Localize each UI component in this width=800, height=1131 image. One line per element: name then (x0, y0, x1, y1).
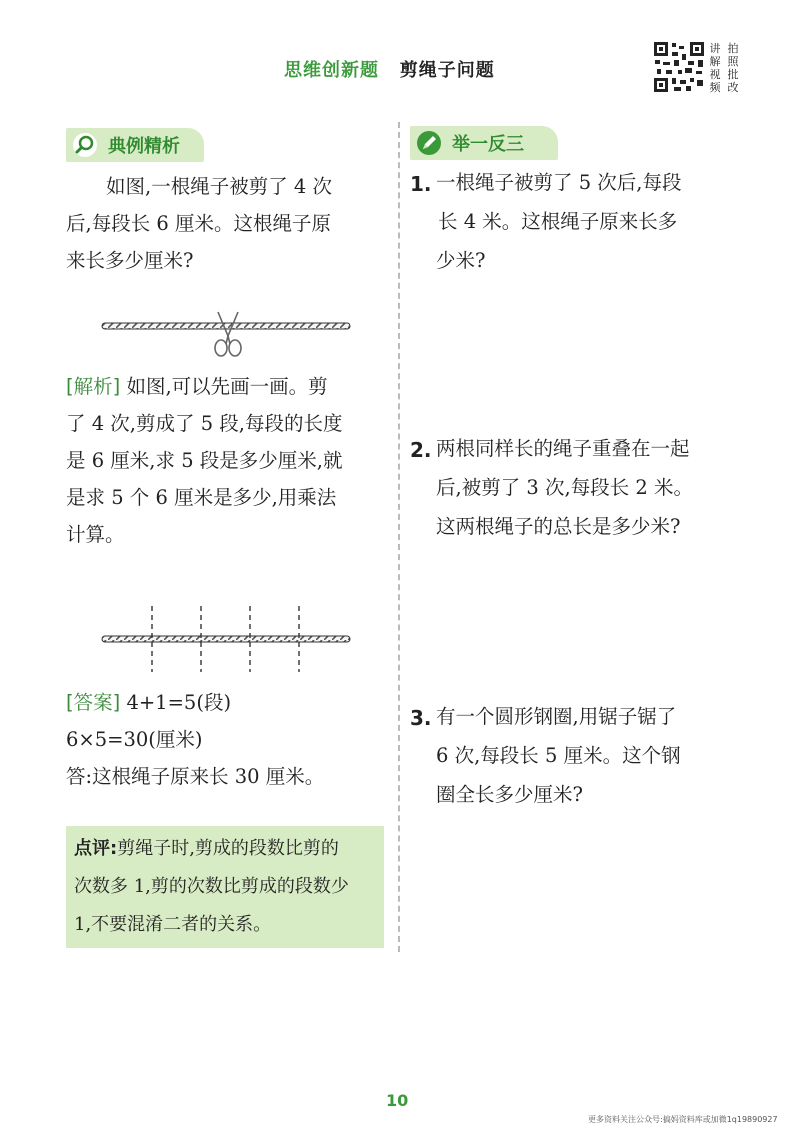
series-title: 思维创新题 (284, 60, 379, 81)
qr-code-icon[interactable] (652, 40, 706, 94)
question-text: 一根绳子被剪了 5 次后,每段 长 4 米。这根绳子原来长多 少米? (436, 171, 682, 272)
comment-label: 点评: (74, 838, 118, 859)
rope (102, 323, 350, 329)
analysis-label: [解析] (66, 375, 121, 398)
analysis-block: [解析] 如图,可以先画一画。剪 了 4 次,剪成了 5 段,每段的长度 是 6 厘米,求 5 段是多少厘米,就 是求 5 个 6 厘米是多少,用乘法 计算。 (66, 375, 343, 546)
question-text: 两根同样长的绳子重叠在一起 后,被剪了 3 次,每段长 2 米。 这两根绳子的总长是多少米? (436, 437, 694, 538)
example-tab-title: 典例精析 (108, 136, 180, 157)
question-number: 1. (410, 172, 432, 196)
pencil-icon (414, 128, 444, 158)
example-problem: 如图,一根绳子被剪了 4 次 后,每段长 6 厘米。这根绳子原 来长多少厘米? (66, 175, 333, 272)
comment-box: 点评:剪绳子时,剪成的段数比剪的 次数多 1,剪的次数比剪成的段数少 1,不要混淆二者的关系。 (66, 826, 384, 948)
question-number: 2. (410, 438, 432, 462)
question-number: 3. (410, 706, 432, 730)
page-number: 10 (386, 1091, 409, 1110)
answer-block: [答案] 4+1=5(段) 6×5=30(厘米) 答:这根绳子原来长 30 厘米。 (66, 691, 325, 788)
qr-labels (708, 42, 746, 96)
practice-section-tab (410, 126, 558, 160)
question-text: 有一个圆形钢圈,用锯子锯了 6 次,每段长 5 厘米。这个钢 圈全长多少厘米? (436, 705, 681, 806)
scissors-icon (215, 312, 241, 356)
answer-label: [答案] (66, 691, 121, 714)
rope-cut-figure (100, 604, 352, 674)
rope (102, 636, 350, 642)
qr-label-explain-video: 讲 解 视 频 (709, 42, 721, 94)
qr-label-photo-grading: 拍 照 批 改 (727, 42, 739, 94)
page-header (284, 56, 495, 82)
example-section-tab (66, 128, 204, 162)
footer-note: 更多资料关注公众号:搞妈资料库或加微1q19890927 (588, 1115, 778, 1124)
rope-scissors-figure (100, 310, 352, 358)
topic-title: 剪绳子问题 (399, 60, 495, 81)
column-divider (398, 122, 400, 952)
magnifier-icon (70, 130, 100, 160)
practice-tab-title: 举一反三 (452, 134, 524, 155)
